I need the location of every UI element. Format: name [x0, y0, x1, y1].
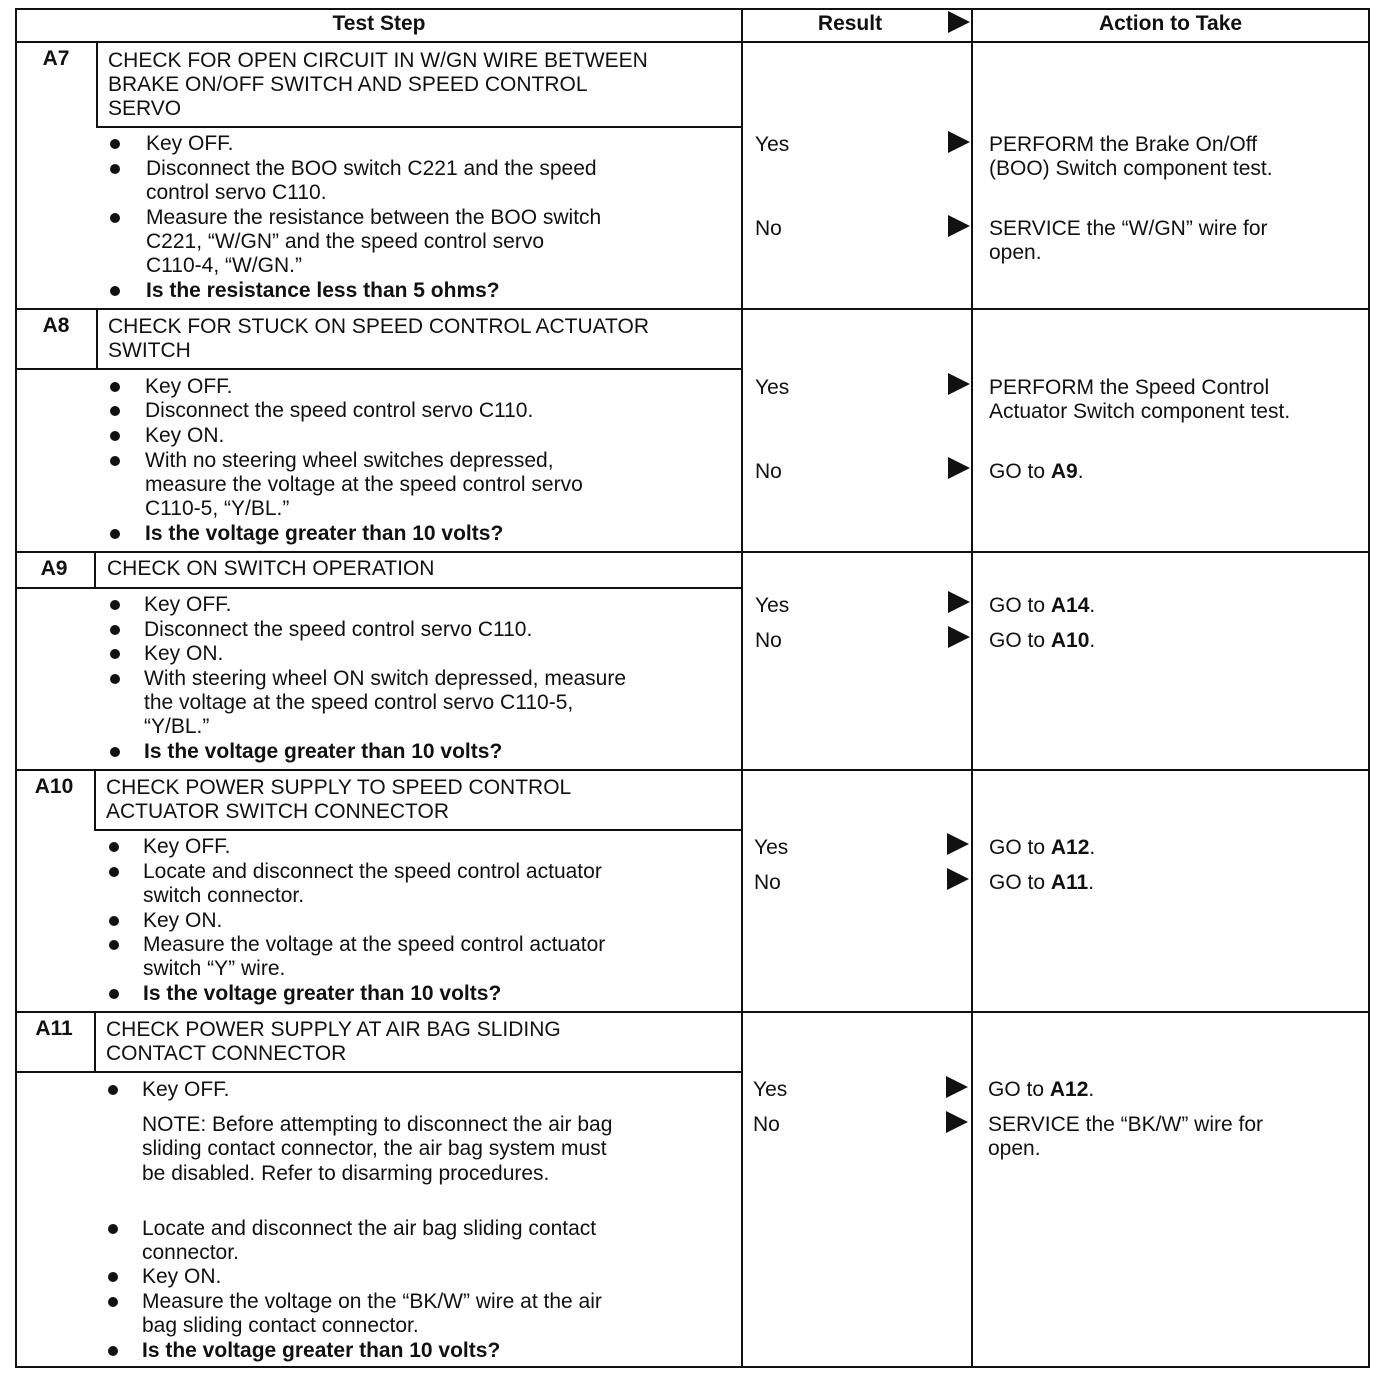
bullet-icon — [110, 649, 120, 659]
column-divider-action — [971, 8, 973, 1368]
question-line: Is the voltage greater than 10 volts? — [142, 1339, 501, 1362]
instruction-line: Disconnect the BOO switch C221 and the speed — [146, 157, 597, 180]
result-label: Yes — [755, 133, 790, 156]
question-line: Is the voltage greater than 10 volts? — [144, 740, 503, 763]
step-title-line: SWITCH — [108, 339, 191, 362]
bullet-icon — [110, 406, 120, 416]
step-id: A8 — [42, 314, 70, 337]
action-line: GO to A9. — [989, 460, 1084, 483]
instruction-line: Key OFF. — [146, 132, 234, 155]
row-divider — [15, 1011, 1370, 1013]
bullet-icon — [110, 456, 120, 466]
title-underline — [94, 829, 742, 831]
table-border-bottom — [15, 1366, 1370, 1368]
instruction-line: Key OFF. — [143, 835, 231, 858]
instruction-line: switch connector. — [143, 884, 305, 907]
header-test-step: Test Step — [332, 12, 426, 35]
instruction-line: Key OFF. — [142, 1078, 230, 1101]
instruction-line: Key OFF. — [144, 593, 232, 616]
result-label: No — [755, 629, 782, 652]
instruction-line: With no steering wheel switches depressed, — [145, 449, 554, 472]
instruction-line: Key ON. — [145, 424, 225, 447]
step-title-line: CHECK FOR OPEN CIRCUIT IN W/GN WIRE BETWEEN — [108, 49, 648, 72]
result-arrow-icon — [948, 131, 970, 153]
header-action: Action to Take — [1098, 12, 1243, 35]
instruction-line: bag sliding contact connector. — [142, 1314, 419, 1337]
row-divider — [15, 769, 1370, 771]
bullet-icon — [110, 529, 120, 539]
title-underline — [96, 126, 742, 128]
result-arrow-icon — [948, 373, 970, 395]
step-reference: A12 — [1050, 836, 1090, 859]
instruction-line: the voltage at the speed control servo C110-5, — [144, 691, 574, 714]
note-line: sliding contact connector, the air bag system must — [142, 1137, 607, 1160]
instruction-line: Key ON. — [142, 1265, 222, 1288]
action-line: (BOO) Switch component test. — [989, 157, 1273, 180]
result-arrow-icon — [948, 457, 970, 479]
bullet-icon — [108, 1272, 118, 1282]
step-id: A9 — [40, 557, 68, 580]
action-line: Actuator Switch component test. — [989, 400, 1291, 423]
step-title-line: CONTACT CONNECTOR — [106, 1042, 347, 1065]
bullet-icon — [110, 139, 120, 149]
step-title-line: CHECK POWER SUPPLY AT AIR BAG SLIDING — [106, 1018, 561, 1041]
result-label: No — [754, 871, 781, 894]
bullet-icon — [110, 286, 120, 296]
step-title-line: CHECK FOR STUCK ON SPEED CONTROL ACTUATOR — [108, 315, 650, 338]
step-title-line: SERVO — [108, 97, 182, 120]
bullet-icon — [108, 1346, 118, 1356]
instruction-line: “Y/BL.” — [144, 715, 210, 738]
bullet-icon — [109, 940, 119, 950]
table-border-top — [15, 8, 1370, 10]
result-label: No — [755, 460, 782, 483]
table-border-right — [1368, 8, 1370, 1368]
table-border-left — [15, 8, 17, 1368]
instruction-line: control servo C110. — [146, 181, 327, 204]
instruction-line: measure the voltage at the speed control servo — [145, 473, 583, 496]
result-arrow-icon — [948, 591, 970, 613]
instruction-line: C221, “W/GN” and the speed control servo — [146, 230, 545, 253]
bullet-icon — [108, 1297, 118, 1307]
result-label: Yes — [753, 1078, 788, 1101]
instruction-line: switch “Y” wire. — [143, 957, 286, 980]
instruction-line: Measure the voltage on the “BK/W” wire at the air — [142, 1290, 602, 1313]
result-label: No — [755, 217, 782, 240]
bullet-icon — [109, 842, 119, 852]
action-line: open. — [988, 1137, 1041, 1160]
bullet-icon — [110, 674, 120, 684]
column-divider-result — [741, 8, 743, 1368]
bullet-icon — [110, 747, 120, 757]
result-label: No — [753, 1113, 780, 1136]
action-line: SERVICE the “BK/W” wire for — [988, 1113, 1264, 1136]
title-underline — [15, 368, 742, 370]
step-reference: A12 — [1049, 1078, 1089, 1101]
step-title-line: ACTUATOR SWITCH CONNECTOR — [106, 800, 450, 823]
instruction-line: Locate and disconnect the speed control actuator — [143, 860, 602, 883]
result-arrow-icon — [948, 215, 970, 237]
bullet-icon — [110, 164, 120, 174]
step-id: A10 — [34, 775, 74, 798]
title-underline — [15, 587, 742, 589]
result-label: Yes — [755, 376, 790, 399]
instruction-line: connector. — [142, 1241, 239, 1264]
instruction-line: Measure the voltage at the speed control actuator — [143, 933, 606, 956]
action-line: SERVICE the “W/GN” wire for — [989, 217, 1268, 240]
question-line: Is the voltage greater than 10 volts? — [145, 522, 504, 545]
result-label: Yes — [755, 594, 790, 617]
bullet-icon — [109, 916, 119, 926]
action-line: GO to A12. — [989, 836, 1096, 859]
action-line: GO to A14. — [989, 594, 1096, 617]
action-line: GO to A10. — [989, 629, 1096, 652]
question-line: Is the resistance less than 5 ohms? — [146, 279, 500, 302]
instruction-line: C110-4, “W/GN.” — [146, 254, 302, 277]
step-title-line: CHECK POWER SUPPLY TO SPEED CONTROL — [106, 776, 572, 799]
question-line: Is the voltage greater than 10 volts? — [143, 982, 502, 1005]
step-id: A7 — [42, 47, 70, 70]
action-line: open. — [989, 241, 1042, 264]
header-divider — [15, 41, 1370, 43]
step-reference: A10 — [1050, 629, 1090, 652]
step-reference: A11 — [1050, 871, 1089, 894]
instruction-line: Key ON. — [144, 642, 224, 665]
bullet-icon — [110, 431, 120, 441]
result-arrow-icon — [947, 833, 969, 855]
instruction-line: Disconnect the speed control servo C110. — [144, 618, 533, 641]
action-line: GO to A12. — [988, 1078, 1095, 1101]
bullet-icon — [109, 867, 119, 877]
step-reference: A14 — [1050, 594, 1090, 617]
result-label: Yes — [754, 836, 789, 859]
action-line: PERFORM the Speed Control — [989, 376, 1270, 399]
result-arrow-icon — [948, 626, 970, 648]
bullet-icon — [110, 213, 120, 223]
result-arrow-icon — [946, 1076, 968, 1098]
bullet-icon — [109, 989, 119, 999]
title-underline — [15, 1071, 742, 1073]
bullet-icon — [110, 382, 120, 392]
result-arrow-icon — [946, 1111, 968, 1133]
action-line: PERFORM the Brake On/Off — [989, 133, 1258, 156]
instruction-line: Measure the resistance between the BOO switch — [146, 206, 602, 229]
header-arrow-icon — [948, 11, 970, 33]
instruction-line: Key ON. — [143, 909, 223, 932]
row-divider — [15, 551, 1370, 553]
instruction-line: Locate and disconnect the air bag sliding contact — [142, 1217, 597, 1240]
step-title-line: CHECK ON SWITCH OPERATION — [107, 557, 435, 580]
note-line: NOTE: Before attempting to disconnect the air bag — [142, 1113, 613, 1136]
instruction-line: C110-5, “Y/BL.” — [145, 497, 290, 520]
bullet-icon — [108, 1085, 118, 1095]
bullet-icon — [110, 600, 120, 610]
instruction-line: Disconnect the speed control servo C110. — [145, 399, 534, 422]
bullet-icon — [110, 625, 120, 635]
instruction-line: With steering wheel ON switch depressed, measure — [144, 667, 627, 690]
note-line: be disabled. Refer to disarming procedures. — [142, 1162, 550, 1185]
result-arrow-icon — [947, 868, 969, 890]
instruction-line: Key OFF. — [145, 375, 233, 398]
bullet-icon — [108, 1224, 118, 1234]
step-id: A11 — [35, 1017, 73, 1040]
step-title-line: BRAKE ON/OFF SWITCH AND SPEED CONTROL — [108, 73, 588, 96]
step-reference: A9 — [1050, 460, 1078, 483]
row-divider — [15, 308, 1370, 310]
action-line: GO to A11. — [989, 871, 1095, 894]
header-result: Result — [817, 12, 883, 35]
